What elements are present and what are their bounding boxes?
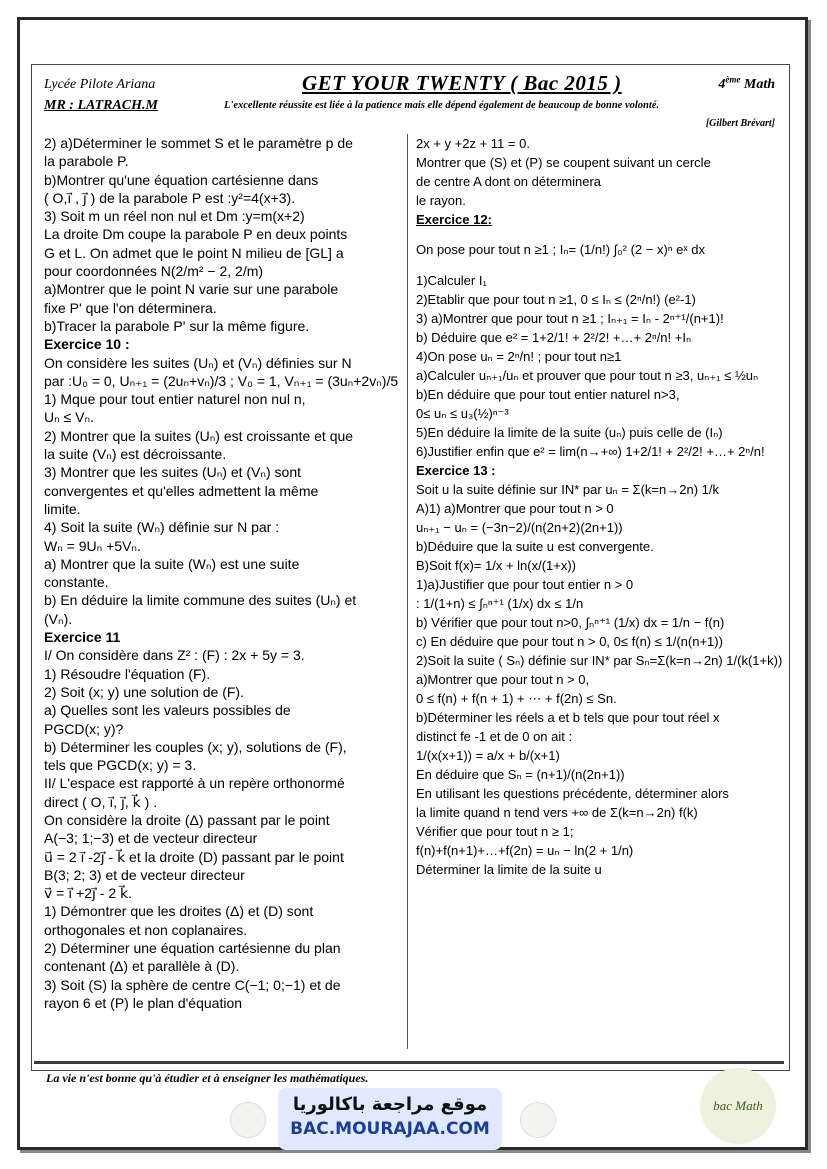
text-line: 3) a)Montrer que pour tout n ≥1 ; Iₙ₊₁ = Iₙ - 2ⁿ⁺¹/(n+1)! [416,311,724,326]
text-line: rayon 6 et (P) le plan d'équation [44,994,243,1011]
site-name-arabic: موقع مراجعة باكالوريا [292,1094,488,1115]
text-line: 4)On pose uₙ = 2ⁿ/n! ; pour tout n≥1 [416,349,622,364]
footer-divider [34,1061,784,1064]
text-line: la parabole P. [44,153,129,170]
site-url[interactable]: BAC.MOURAJAA.COM [290,1119,490,1139]
text-line: 3) Soit (S) la sphère de centre C(−1; 0;−1) et de [44,976,341,993]
text-line: On considère les suites (Uₙ) et (Vₙ) définies sur N [44,354,352,371]
text-line: 2x + y +2z + 11 = 0. [416,136,530,151]
text-line: b)Déterminer les réels a et b tels que pour tout réel x [416,710,720,725]
class-number: 4 [718,77,726,92]
text-line: f(n)+f(n+1)+…+f(2n) = uₙ − ln(2 + 1/n) [416,843,634,858]
text-line: A)1) a)Montrer que pour tout n > 0 [416,501,614,516]
text-line: ( O,i⃗ , j⃗ ) de la parabole P est :y²=4(x+3). [44,189,296,206]
text-line: a) Montrer que la suite (Wₙ) est une suite [44,555,300,572]
text-line: distinct fe -1 et de 0 on ait : [416,729,573,744]
text-line: 3) Soit m un réel non nul et Dm :y=m(x+2) [44,208,305,225]
text-line: 2)Soit la suite ( Sₙ) définie sur IN* par Sₙ=Σ(k=n→2n) 1/(k(1+k)) [416,653,783,668]
text-line: b)Montrer qu'une équation cartésienne dans [44,171,319,188]
text-line: le rayon. [416,193,466,208]
text-line: de centre A dont on déterminera [416,174,602,189]
right-column [416,134,783,879]
text-line: 1) Mque pour tout entier naturel non nul n, [44,391,306,408]
text-line: b) Déduire que e² = 1+2/1! + 2²/2! +…+ 2ⁿ/n! +Iₙ [416,330,692,345]
text-line: B)Soit f(x)= 1/x + ln(x/(1+x)) [416,558,577,573]
text-line: 1)Calculer I₁ [416,273,487,288]
text-line: Soit u la suite définie sur IN* par uₙ = Σ(k=n→2n) 1/k [416,482,719,497]
book-logo-icon [230,1102,266,1138]
text-line: A(−3; 1;−3) et de vecteur directeur [44,830,258,847]
text-line: 2) a)Déterminer le sommet S et le paramètre p de [44,135,353,151]
bac-math-badge: bac Math [700,1068,776,1144]
text-line: Uₙ ≤ Vₙ. [44,409,94,426]
text-line: constante. [44,574,109,591]
text-line: 1) Résoudre l'équation (F). [44,665,211,682]
text-line: u⃗ = 2 i⃗ -2j⃗ - k⃗ et la droite (D) passant par le point [44,848,344,865]
text-line: a)Calculer uₙ₊₁/uₙ et prouver que pour tout n ≥3, uₙ₊₁ ≤ ½uₙ [416,368,759,383]
text-line: 0 ≤ f(n) + f(n + 1) + ⋯ + f(2n) ≤ Sn. [416,691,617,706]
text-line: 1) Démontrer que les droites (Δ) et (D) sont [44,903,314,920]
text-line: tels que PGCD(x; y) = 3. [44,757,197,774]
class-suffix: ème [725,74,741,85]
text-line: direct ( O, i⃗, j⃗, k⃗ ) . [44,793,158,810]
quote-author: [Gilbert Brévart] [705,118,775,129]
text-line: 2)Etablir que pour tout n ≥1, 0 ≤ Iₙ ≤ (2ⁿ/n!) (e²-1) [416,292,696,307]
text-line: b) En déduire la limite commune des suites (Uₙ) et [44,592,357,609]
text-line: v⃗ = i⃗ +2j⃗ - 2 k⃗. [44,885,132,902]
text-line: la limite quand n tend vers +∞ de Σ(k=n→2n) f(k) [416,805,698,820]
text-line: Vérifier que pour tout n ≥ 1; [416,824,574,839]
text-line: Montrer que (S) et (P) se coupent suivant un cercle [416,155,711,170]
text-line: 1)a)Justifier que pour tout entier n > 0 [416,577,634,592]
text-line: Déterminer la limite de la suite u [416,862,602,877]
text-line: On considère la droite (Δ) passant par le point [44,811,330,828]
text-line: 6)Justifier enfin que e² = lim(n→+∞) 1+2/1! + 2²/2! +…+ 2ⁿ/n! [416,444,765,459]
text-line: On pose pour tout n ≥1 ; Iₙ= (1/n!) ∫₀² (2 − x)ⁿ eˣ dx [416,242,705,257]
text-line: En déduire que Sₙ = (n+1)/(n(2n+1)) [416,767,625,782]
text-line: fixe P' que l'on déterminera. [44,299,217,316]
text-line: b) Vérifier que pour tout n>0, ∫ₙⁿ⁺¹ (1/x) dx = 1/n − f(n) [416,615,725,630]
column-divider [407,134,408,1049]
text-line: 0≤ uₙ ≤ u₃(½)ⁿ⁻³ [416,406,509,421]
text-line: contenant (Δ) et parallèle à (D). [44,958,240,975]
class-label [718,74,775,93]
text-line: a)Montrer que pour tout n > 0, [416,672,590,687]
text-line: 5)En déduire la limite de la suite (uₙ) puis celle de (Iₙ) [416,425,723,440]
text-line: 3) Montrer que les suites (Uₙ) et (Vₙ) sont [44,464,302,481]
text-line: 2) Montrer que la suites (Uₙ) est croissante et que [44,427,354,444]
text-line: Exercice 12: [416,212,492,227]
text-line: Wₙ = 9Uₙ +5Vₙ. [44,537,141,554]
text-line: PGCD(x; y)? [44,720,124,737]
text-line: La droite Dm coupe la parabole P en deux points [44,226,348,243]
text-line: orthogonales et non coplanaires. [44,921,248,938]
header-quote: L'excellente réussite est liée à la patience mais elle dépend également de beaucoup de bonne volonté. [224,100,660,111]
text-line: par :U₀ = 0, Uₙ₊₁ = (2uₙ+vₙ)/3 ; V₀ = 1, Vₙ₊₁ = (3uₙ+2vₙ)/5 [44,372,399,389]
page-title: GET YOUR TWENTY ( Bac 2015 ) [302,71,622,95]
text-line: b)En déduire que pour tout entier naturel n>3, [416,387,680,402]
book-logo-icon [520,1102,556,1138]
text-line: 1/(x(x+1)) = a/x + b/(x+1) [416,748,560,763]
header [34,67,787,131]
text-line: (Vₙ). [44,610,73,627]
text-line: 4) Soit la suite (Wₙ) définie sur N par : [44,519,280,536]
left-column [44,134,402,1012]
site-banner[interactable] [278,1088,502,1150]
text-line: II/ L'espace est rapporté à un repère orthonormé [44,775,345,792]
text-line: uₙ₊₁ − uₙ = (−3n−2)/(n(2n+2)(2n+1)) [416,520,623,535]
text-line: 2) Soit (x; y) une solution de (F). [44,683,244,700]
text-line: : 1/(1+n) ≤ ∫ₙⁿ⁺¹ (1/x) dx ≤ 1/n [416,596,584,611]
text-line: a) Quelles sont les valeurs possibles de [44,702,291,719]
text-line: G et L. On admet que le point N milieu de [GL] a [44,244,344,261]
class-word: Math [743,77,775,92]
footer-quote: La vie n'est bonne qu'à étudier et à enseigner les mathématiques. [46,1071,369,1085]
text-line: b)Déduire que la suite u est convergente. [416,539,654,554]
text-line: Exercice 11 [44,629,121,646]
teacher-name: MR : LATRACH.M [44,98,158,113]
text-line: En utilisant les questions précédente, déterminer alors [416,786,729,801]
text-line: c) En déduire que pour tout n > 0, 0≤ f(n) ≤ 1/(n(n+1)) [416,634,723,649]
text-line: Exercice 10 : [44,336,130,353]
text-line: 2) Déterminer une équation cartésienne du plan [44,940,341,957]
text-line: b) Déterminer les couples (x; y), solutions de (F), [44,738,347,755]
text-line: limite. [44,500,81,517]
text-line: B(3; 2; 3) et de vecteur directeur [44,866,245,883]
text-line: Exercice 13 : [416,463,496,478]
text-line: b)Tracer la parabole P' sur la même figure. [44,317,310,334]
text-line: I/ On considère dans Z² : (F) : 2x + 5y = 3. [44,647,305,664]
text-line: a)Montrer que le point N varie sur une parabole [44,281,339,298]
school-name: Lycée Pilote Ariana [44,77,156,92]
text-line: convergentes et qu'elles admettent la même [44,482,319,499]
text-line: la suite (Vₙ) est décroissante. [44,446,227,463]
text-line: pour coordonnées N(2/m² − 2, 2/m) [44,263,264,280]
